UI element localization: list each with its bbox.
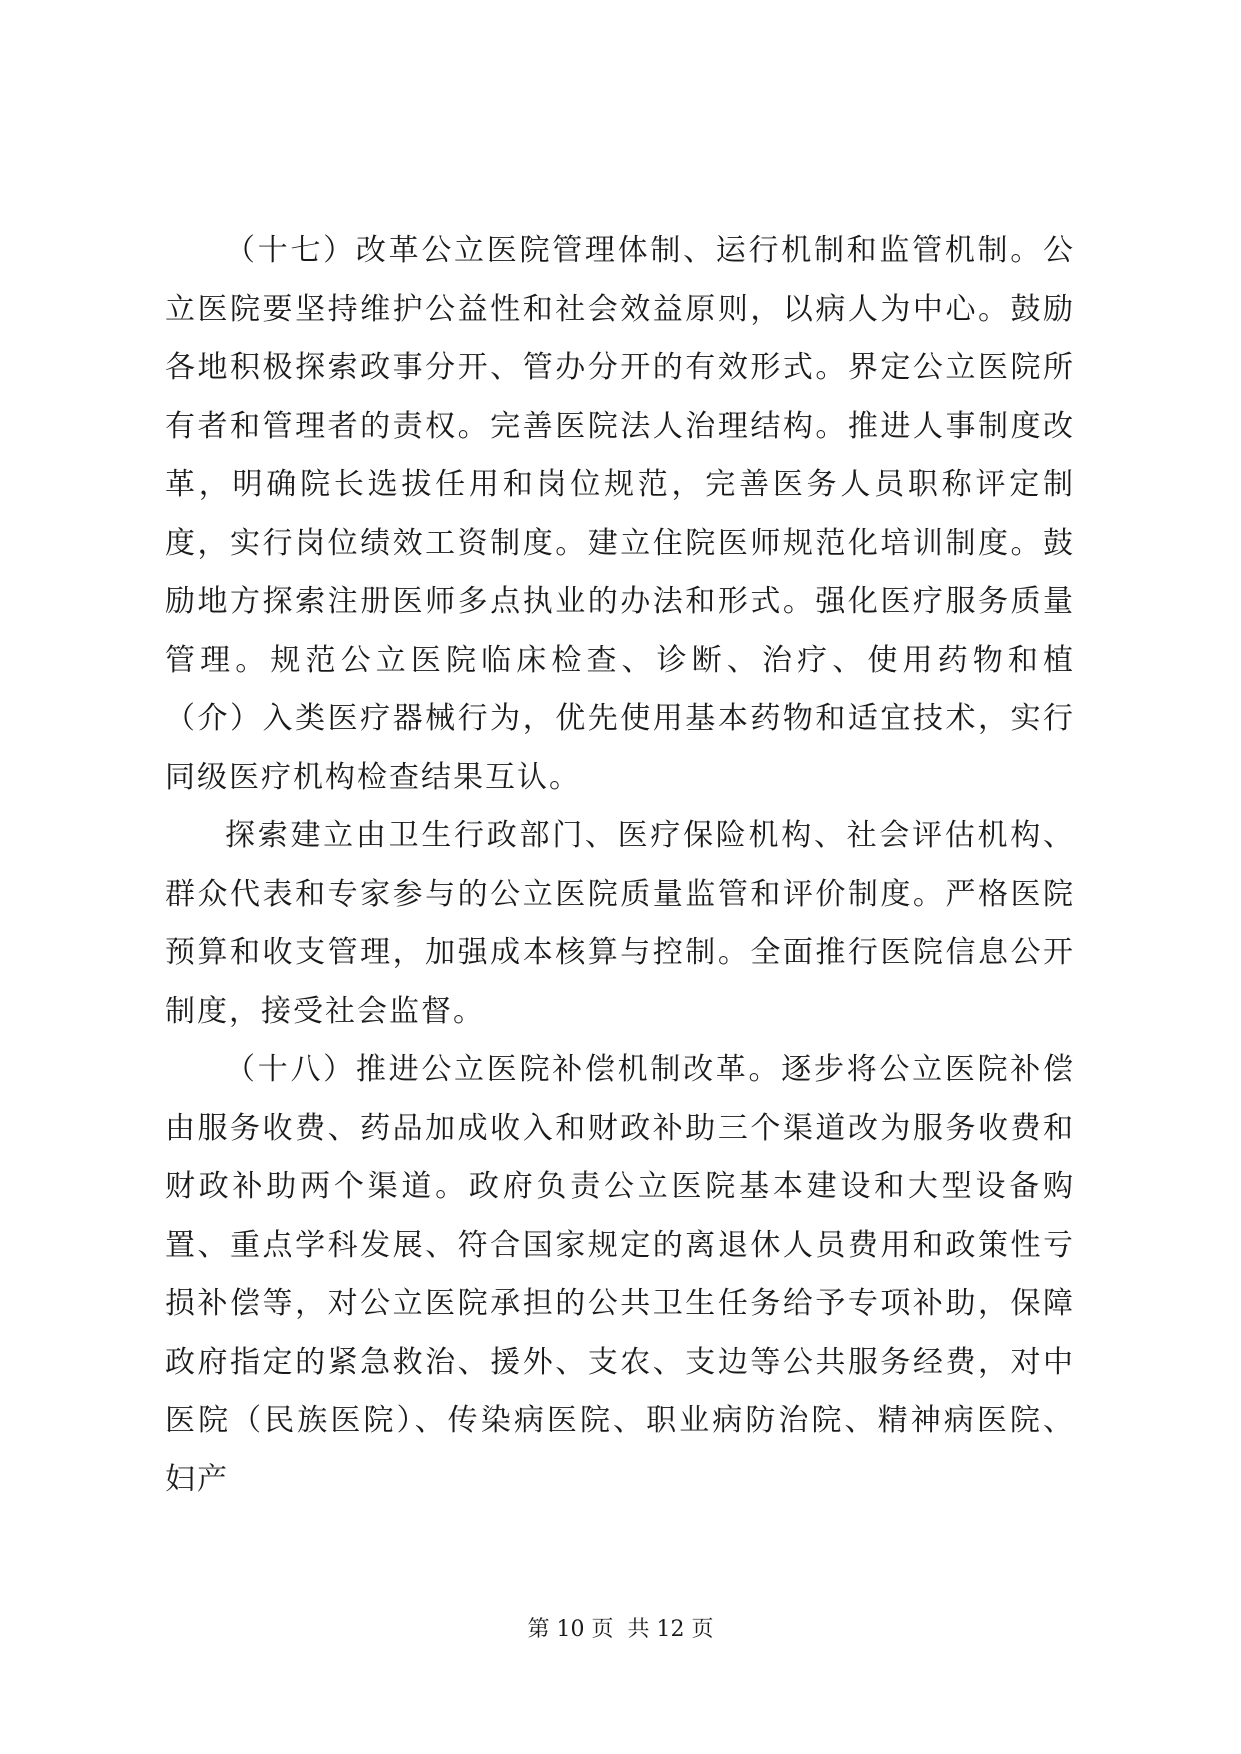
paragraph-18: （十八）推进公立医院补偿机制改革。逐步将公立医院补偿由服务收费、药品加成收入和财政补助三个渠道改为服务收费和财政补助两个渠道。政府负责公立医院基本建设和大型设备购置、重点学科发展、符合国家规定的离退休人员费用和政策性亏损补偿等，对公立医院承担的公共卫生任务给予专项补助，保障政府指定的紧急救治、援外、支农、支边等公共服务经费，对中医院（民族医院）、传染病医院、职业病防治院、精神病医院、妇产 [165, 1052, 1075, 1497]
page-footer [0, 1612, 1241, 1643]
document-body [165, 222, 1075, 1509]
paragraph-17: （十七）改革公立医院管理体制、运行机制和监管机制。公立医院要坚持维护公益性和社会效益原则，以病人为中心。鼓励各地积极探索政事分开、管办分开的有效形式。界定公立医院所有者和管理者的责权。完善医院法人治理结构。推进人事制度改革，明确院长选拔任用和岗位规范，完善医务人员职称评定制度，实行岗位绩效工资制度。建立住院医师规范化培训制度。鼓励地方探索注册医师多点执业的办法和形式。强化医疗服务质量管理。规范公立医院临床检查、诊断、治疗、使用药物和植（介）入类医疗器械行为，优先使用基本药物和适宜技术，实行同级医疗机构检查结果互认。 [165, 233, 1075, 795]
paragraph-17-continued: 探索建立由卫生行政部门、医疗保险机构、社会评估机构、群众代表和专家参与的公立医院质量监管和评价制度。严格医院预算和收支管理，加强成本核算与控制。全面推行医院信息公开制度，接受社会监督。 [165, 818, 1075, 1029]
page-number-label: 第 10 页 共 12 页 [527, 1617, 714, 1642]
